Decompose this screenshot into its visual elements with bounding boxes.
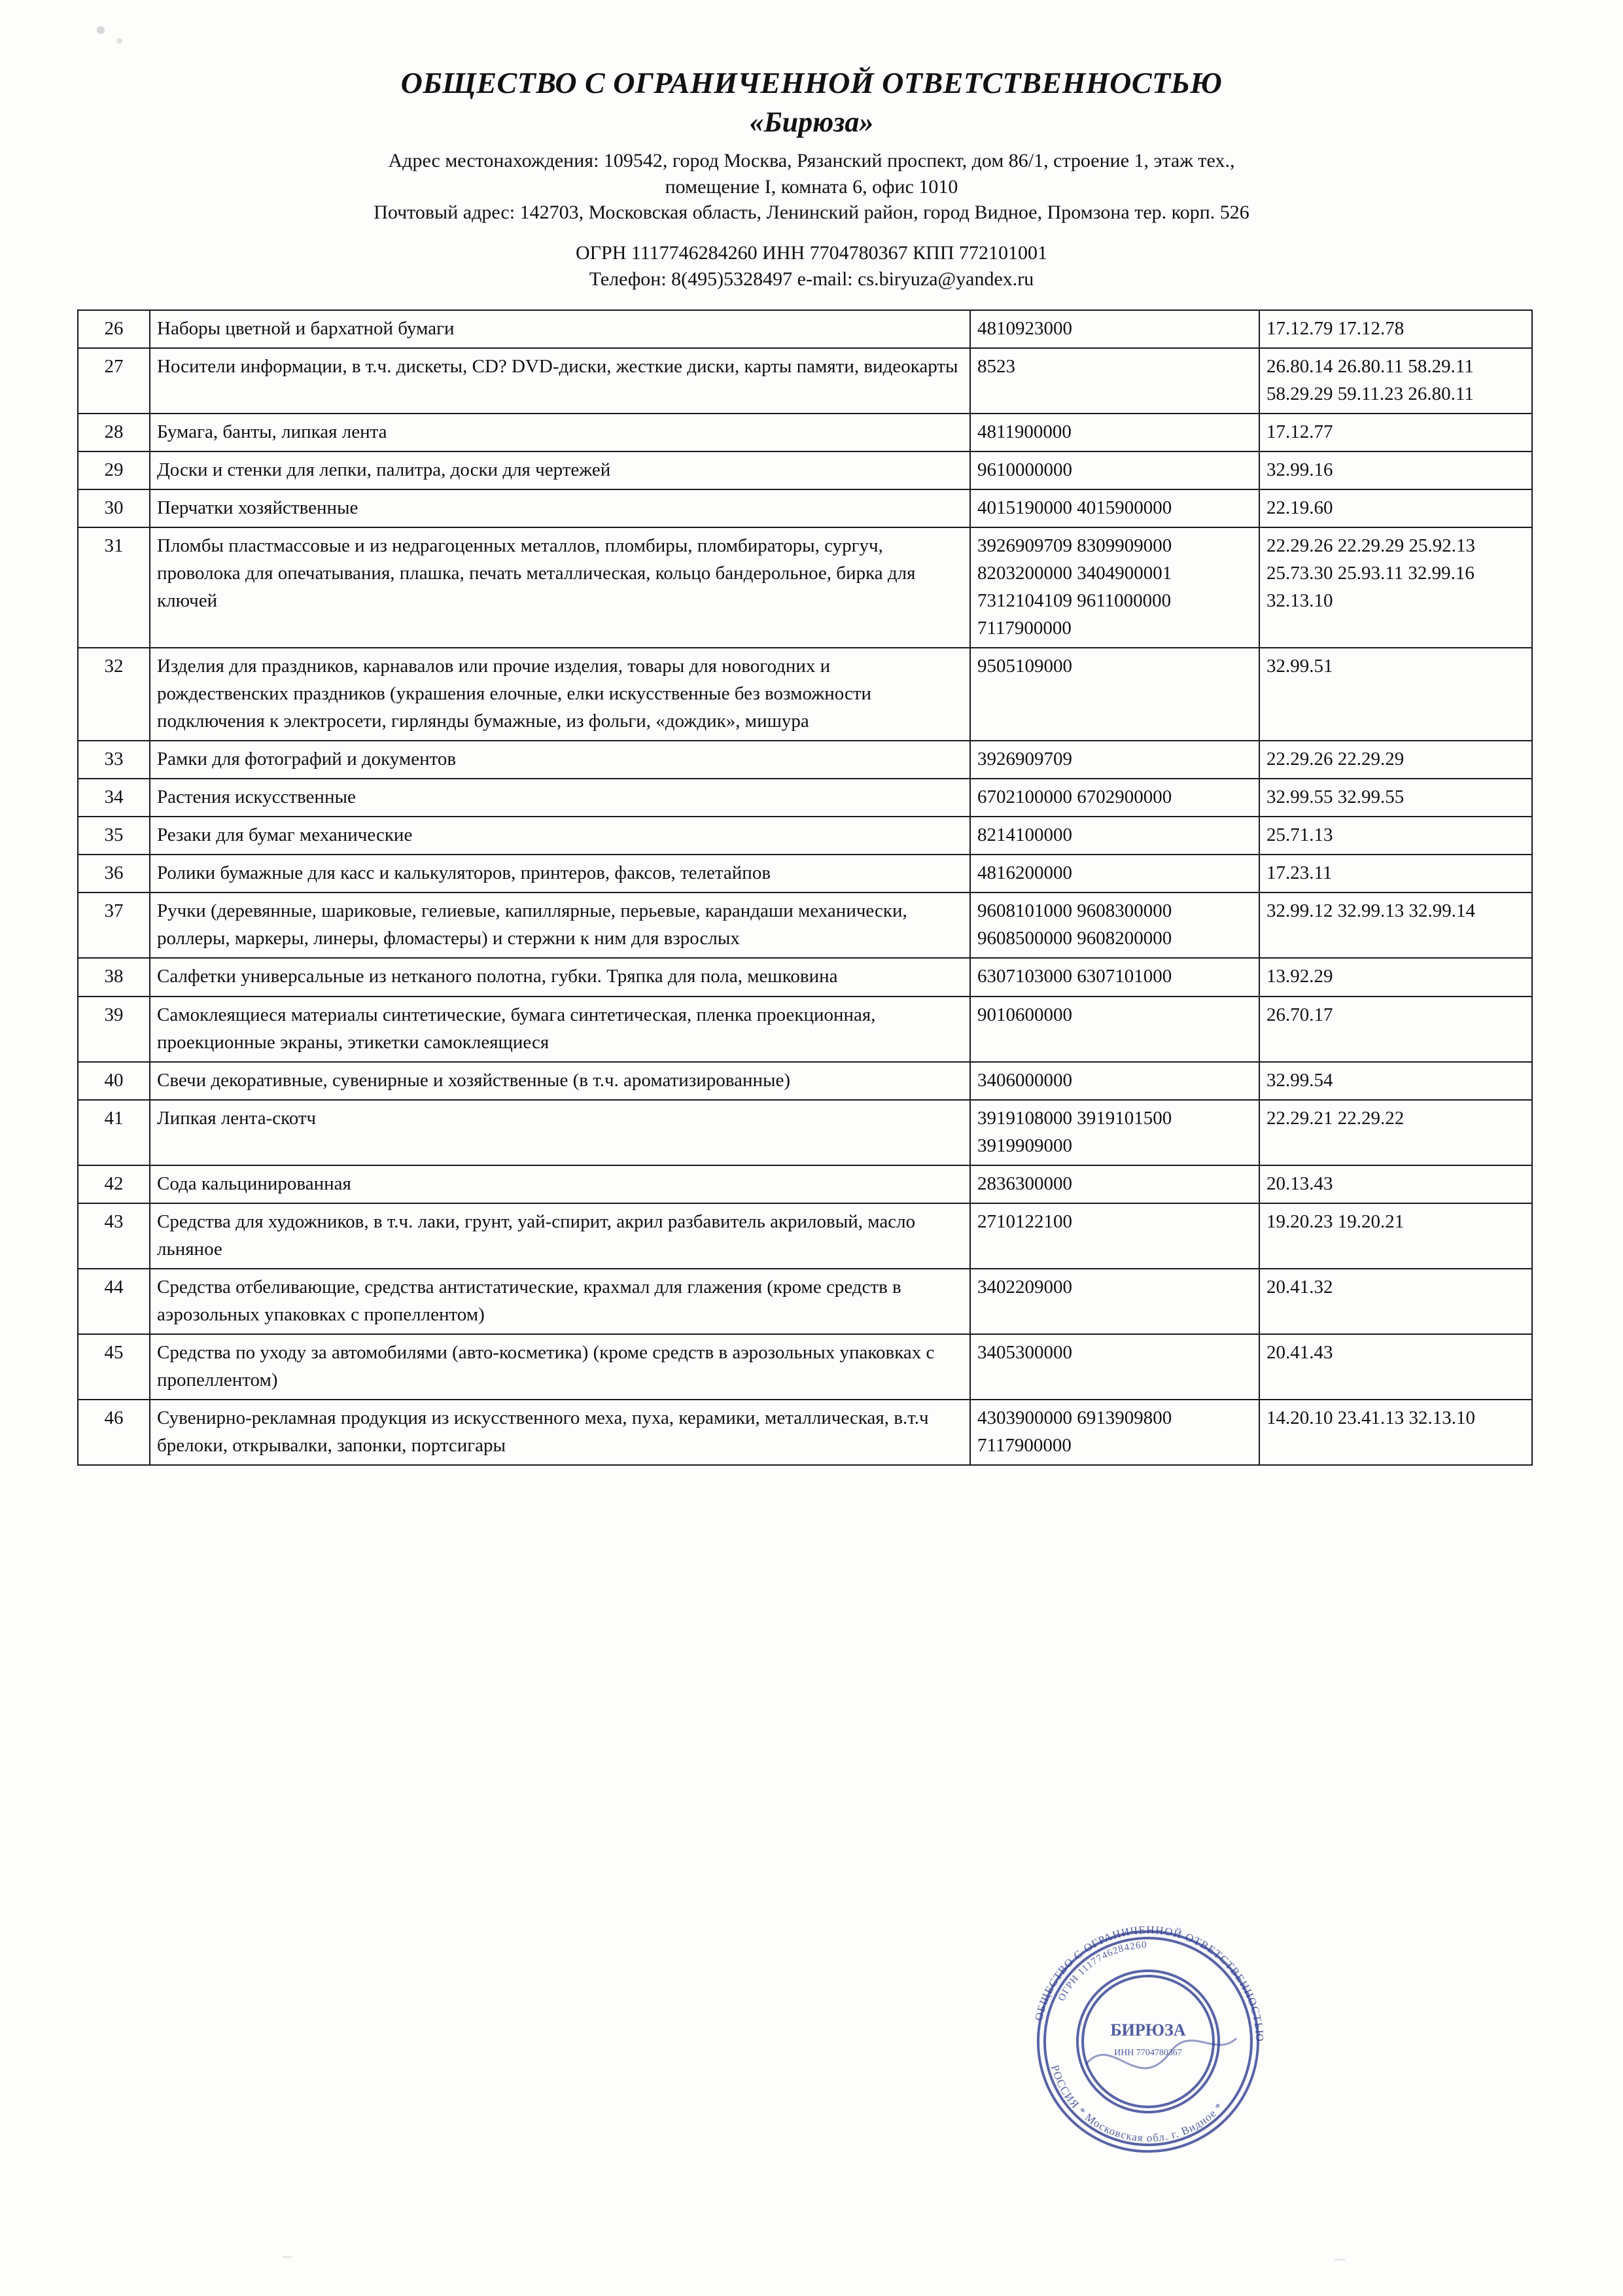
- row-tnved-code: 6702100000 6702900000: [970, 779, 1259, 817]
- row-okpd-code: 32.99.55 32.99.55: [1259, 779, 1532, 817]
- table-row: [78, 741, 1532, 779]
- row-goods-name: Бумага, банты, липкая лента: [150, 414, 970, 451]
- row-goods-name: Средства по уходу за автомобилями (авто-косметика) (кроме средств в аэрозольных упаковках с пропеллентом): [150, 1334, 970, 1400]
- table-row: [78, 779, 1532, 817]
- table-row: [78, 451, 1532, 489]
- row-goods-name: Резаки для бумаг механические: [150, 817, 970, 855]
- row-tnved-code: 4810923000: [970, 310, 1259, 348]
- row-okpd-code: 19.20.23 19.20.21: [1259, 1203, 1532, 1269]
- address-line-1: Адрес местонахождения: 109542, город Москва, Рязанский проспект, дом 86/1, строение 1, этаж тех.,: [388, 150, 1235, 171]
- goods-table-body: [78, 310, 1532, 1466]
- table-row: [78, 527, 1532, 648]
- row-number: 46: [78, 1400, 150, 1465]
- row-okpd-code: 22.29.21 22.29.22: [1259, 1100, 1532, 1165]
- row-number: 37: [78, 892, 150, 958]
- table-row: [78, 489, 1532, 527]
- row-goods-name: Липкая лента-скотч: [150, 1100, 970, 1165]
- row-number: 39: [78, 997, 150, 1062]
- row-goods-name: Изделия для праздников, карнавалов или прочие изделия, товары для новогодних и рождественских праздников (украшения елочные, елки искусственные без возможности подключения к электросети, гирлянды бумажные, из фольги, «дождик», мишура: [150, 648, 970, 741]
- row-okpd-code: 14.20.10 23.41.13 32.13.10: [1259, 1400, 1532, 1465]
- row-goods-name: Сода кальцинированная: [150, 1165, 970, 1203]
- row-goods-name: Салфетки универсальные из нетканого полотна, губки. Тряпка для пола, мешковина: [150, 958, 970, 996]
- address-line-3: Почтовый адрес: 142703, Московская область, Ленинский район, город Видное, Промзона тер. корп. 526: [374, 202, 1249, 224]
- registration-line-2: Телефон: 8(495)5328497 e-mail: cs.biryuza@yandex.ru: [589, 268, 1034, 290]
- row-number: 41: [78, 1100, 150, 1165]
- scan-artifact-dot: [97, 26, 105, 34]
- row-tnved-code: 3919108000 3919101500 3919909000: [970, 1100, 1259, 1165]
- row-okpd-code: 32.99.16: [1259, 451, 1532, 489]
- row-goods-name: Доски и стенки для лепки, палитра, доски для чертежей: [150, 451, 970, 489]
- svg-text:ОБЩЕСТВО С ОГРАНИЧЕННОЙ ОТВ: ОБЩЕСТВО С ОГРАНИЧЕННОЙ ОТВЕТСТВЕННОСТЬЮ: [1032, 1923, 1266, 2043]
- row-tnved-code: 3926909709 8309909000 8203200000 3404900001 7312104109 9611000000 7117900000: [970, 527, 1259, 648]
- org-title: ОБЩЕСТВО С ОГРАНИЧЕННОЙ ОТВЕТСТВЕННОСТЬЮ: [400, 66, 1223, 99]
- table-row: [78, 958, 1532, 996]
- row-number: 38: [78, 958, 150, 996]
- row-number: 32: [78, 648, 150, 741]
- row-goods-name: Сувенирно-рекламная продукция из искусственного меха, пуха, керамики, металлическая, в.т.ч брелоки, открывалки, запонки, портсигары: [150, 1400, 970, 1465]
- row-number: 28: [78, 414, 150, 451]
- row-number: 29: [78, 451, 150, 489]
- row-number: 31: [78, 527, 150, 648]
- row-tnved-code: 4015190000 4015900000: [970, 489, 1259, 527]
- table-row: [78, 1334, 1532, 1400]
- row-goods-name: Растения искусственные: [150, 779, 970, 817]
- row-tnved-code: 8214100000: [970, 817, 1259, 855]
- svg-text:БИРЮЗА: БИРЮЗА: [1110, 2021, 1186, 2040]
- row-tnved-code: 2710122100: [970, 1203, 1259, 1269]
- table-row: [78, 1203, 1532, 1269]
- table-row: [78, 414, 1532, 451]
- row-okpd-code: 32.99.12 32.99.13 32.99.14: [1259, 892, 1532, 958]
- row-number: 34: [78, 779, 150, 817]
- company-round-stamp: [1007, 1901, 1289, 2182]
- row-goods-name: Наборы цветной и бархатной бумаги: [150, 310, 970, 348]
- registration-line-1: ОГРН 1117746284260 ИНН 7704780367 КПП 772101001: [576, 241, 1047, 264]
- row-number: 26: [78, 310, 150, 348]
- row-okpd-code: 20.41.43: [1259, 1334, 1532, 1400]
- row-goods-name: Ролики бумажные для касс и калькуляторов, принтеров, факсов, телетайпов: [150, 855, 970, 892]
- address-block: [154, 148, 1469, 226]
- row-goods-name: Средства для художников, в т.ч. лаки, грунт, уай-спирит, акрил разбавитель акриловый, масло льняное: [150, 1203, 970, 1269]
- row-number: 36: [78, 855, 150, 892]
- row-goods-name: Пломбы пластмассовые и из недрагоценных металлов, пломбиры, пломбираторы, сургуч, проволока для опечатывания, плашка, печать металлическая, кольцо бандерольное, бирка для ключей: [150, 527, 970, 648]
- row-okpd-code: 13.92.29: [1259, 958, 1532, 996]
- row-goods-name: Самоклеящиеся материалы синтетические, бумага синтетическая, пленка проекционная, проекционные экраны, этикетки самоклеящиеся: [150, 997, 970, 1062]
- table-row: [78, 997, 1532, 1062]
- table-row: [78, 310, 1532, 348]
- row-okpd-code: 20.41.32: [1259, 1269, 1532, 1334]
- document-content: [77, 65, 1546, 1466]
- table-row: [78, 855, 1532, 892]
- row-okpd-code: 26.70.17: [1259, 997, 1532, 1062]
- row-goods-name: Свечи декоративные, сувенирные и хозяйственные (в т.ч. ароматизированные): [150, 1062, 970, 1100]
- table-row: [78, 1100, 1532, 1165]
- table-row: [78, 892, 1532, 958]
- row-tnved-code: 2836300000: [970, 1165, 1259, 1203]
- table-row: [78, 1269, 1532, 1334]
- org-name: «Бирюза»: [749, 106, 874, 138]
- row-number: 42: [78, 1165, 150, 1203]
- row-okpd-code: 17.23.11: [1259, 855, 1532, 892]
- table-row: [78, 648, 1532, 741]
- table-row: [78, 348, 1532, 414]
- row-goods-name: Перчатки хозяйственные: [150, 489, 970, 527]
- row-tnved-code: 4303900000 6913909800 7117900000: [970, 1400, 1259, 1465]
- goods-table: [77, 309, 1533, 1466]
- row-okpd-code: 22.29.26 22.29.29: [1259, 741, 1532, 779]
- table-row: [78, 1400, 1532, 1465]
- row-okpd-code: 17.12.79 17.12.78: [1259, 310, 1532, 348]
- row-okpd-code: 17.12.77: [1259, 414, 1532, 451]
- row-tnved-code: 4816200000: [970, 855, 1259, 892]
- row-tnved-code: 9505109000: [970, 648, 1259, 741]
- row-number: 44: [78, 1269, 150, 1334]
- row-number: 45: [78, 1334, 150, 1400]
- row-okpd-code: 22.29.26 22.29.29 25.92.13 25.73.30 25.93.11 32.99.16 32.13.10: [1259, 527, 1532, 648]
- table-row: [78, 817, 1532, 855]
- row-tnved-code: 9608101000 9608300000 9608500000 9608200000: [970, 892, 1259, 958]
- row-tnved-code: 3406000000: [970, 1062, 1259, 1100]
- scan-artifact-line: [1335, 2259, 1345, 2261]
- row-tnved-code: 6307103000 6307101000: [970, 958, 1259, 996]
- row-tnved-code: 9010600000: [970, 997, 1259, 1062]
- scan-artifact-line: [283, 2256, 292, 2258]
- row-goods-name: Средства отбеливающие, средства антистатические, крахмал для глажения (кроме средств в аэрозольных упаковках с пропеллентом): [150, 1269, 970, 1334]
- svg-text:РОССИЯ * Московская обл. г.: РОССИЯ * Московская обл. г. Видное *: [1048, 2063, 1227, 2145]
- row-number: 35: [78, 817, 150, 855]
- row-goods-name: Носители информации, в т.ч. дискеты, CD? DVD-диски, жесткие диски, карты памяти, видеокарты: [150, 348, 970, 414]
- row-tnved-code: 3402209000: [970, 1269, 1259, 1334]
- svg-text:ИНН 7704780367: ИНН 7704780367: [1114, 2048, 1182, 2058]
- row-okpd-code: 22.19.60: [1259, 489, 1532, 527]
- row-okpd-code: 32.99.51: [1259, 648, 1532, 741]
- row-number: 30: [78, 489, 150, 527]
- table-row: [78, 1062, 1532, 1100]
- row-goods-name: Ручки (деревянные, шариковые, гелиевые, капиллярные, перьевые, карандаши механически, роллеры, маркеры, линеры, фломастеры) и стержни к ним для взрослых: [150, 892, 970, 958]
- row-number: 27: [78, 348, 150, 414]
- row-tnved-code: 9610000000: [970, 451, 1259, 489]
- row-tnved-code: 3405300000: [970, 1334, 1259, 1400]
- table-row: [78, 1165, 1532, 1203]
- address-line-2: помещение I, комната 6, офис 1010: [665, 175, 958, 198]
- row-number: 40: [78, 1062, 150, 1100]
- row-tnved-code: 4811900000: [970, 414, 1259, 451]
- scan-artifact-dot: [116, 38, 122, 44]
- row-okpd-code: 25.71.13: [1259, 817, 1532, 855]
- registration-block: [77, 240, 1546, 292]
- row-okpd-code: 32.99.54: [1259, 1062, 1532, 1100]
- row-okpd-code: 20.13.43: [1259, 1165, 1532, 1203]
- svg-text:ОГРН 1117746284260: ОГРН 1117746284260: [1056, 1939, 1148, 2003]
- row-okpd-code: 26.80.14 26.80.11 58.29.11 58.29.29 59.11.23 26.80.11: [1259, 348, 1532, 414]
- row-goods-name: Рамки для фотографий и документов: [150, 741, 970, 779]
- row-number: 33: [78, 741, 150, 779]
- row-number: 43: [78, 1203, 150, 1269]
- row-tnved-code: 3926909709: [970, 741, 1259, 779]
- row-tnved-code: 8523: [970, 348, 1259, 414]
